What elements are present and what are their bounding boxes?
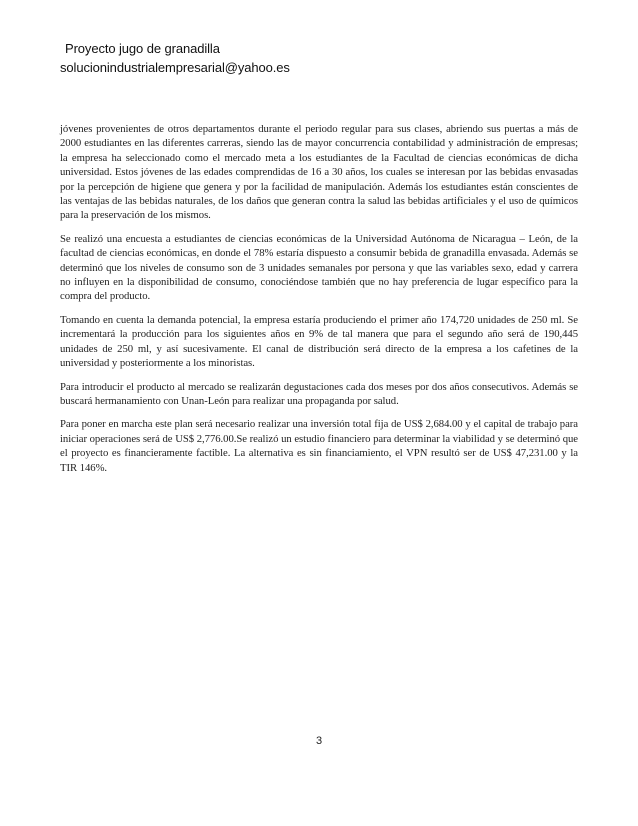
page-number: 3 xyxy=(315,735,323,747)
header-title: Proyecto jugo de granadilla xyxy=(65,41,220,56)
paragraph-investment: Para poner en marcha este plan será necesario realizar una inversión total fija de US$ 2,684.00 y el capital de trabajo para iniciar operaciones será de US$ 2,776.00.Se realizó un estudio financiero para determinar la viabilidad y se determinó que el proyecto es financieramente factible. La alternativa es sin financiamiento, el VPN resultó ser de US$ 47,231.00 y la TIR 146%. xyxy=(60,418,578,474)
page-header xyxy=(60,39,290,77)
header-email: solucionindustrialempresarial@yahoo.es xyxy=(60,60,290,75)
document-body xyxy=(60,122,578,484)
paragraph-market: jóvenes provenientes de otros departamentos durante el periodo regular para sus clases, abriendo sus puertas a más de 2000 estudiantes en las diferentes carreras, siendo las de mayor concurrencia contabilidad y administración de empresas; la empresa ha seleccionado como el mercado meta a los estudiantes de la Facultad de ciencias económicas de dicha universidad. Estos jóvenes de las edades comprendidas de 16 a 30 años, los cuales se interesan por las bebidas envasadas por la percepción de higiene que genera y por la facilidad de manipulación. Además los estudiantes están conscientes de las ventajas de las bebidas naturales, de los daños que generan contra la salud las bebidas artificiales y el uso de químicos para la preservación de los mismos. xyxy=(60,123,578,222)
paragraph-demand: Tomando en cuenta la demanda potencial, la empresa estaría produciendo el primer año 174,720 unidades de 250 ml. Se incrementará la producción para los siguientes años en 9% de tal manera que para el segundo año será de 190,445 unidades de 250 ml, y así sucesivamente. El canal de distribución será directo de la empresa a los cafetines de la universidad y posteriormente a los minoristas. xyxy=(60,313,578,370)
paragraph-survey: Se realizó una encuesta a estudiantes de ciencias económicas de la Universidad Autónoma de Nicaragua – León, de la facultad de ciencias económicas, en donde el 78% estaría dispuesto a consumir bebida de granadilla envasada. Además se determinó que los niveles de consumo son de 3 unidades semanales por persona y que las variables sexo, edad y carrera no influyen en la disponibilidad de consumo, conociéndose también que no hay preferencia de lugar específico para la compra del producto. xyxy=(60,232,578,303)
paragraph-promotion: Para introducir el producto al mercado se realizarán degustaciones cada dos meses por dos años consecutivos. Además se buscará hermanamiento con Unan-León para realizar una propaganda por salud. xyxy=(60,380,578,407)
